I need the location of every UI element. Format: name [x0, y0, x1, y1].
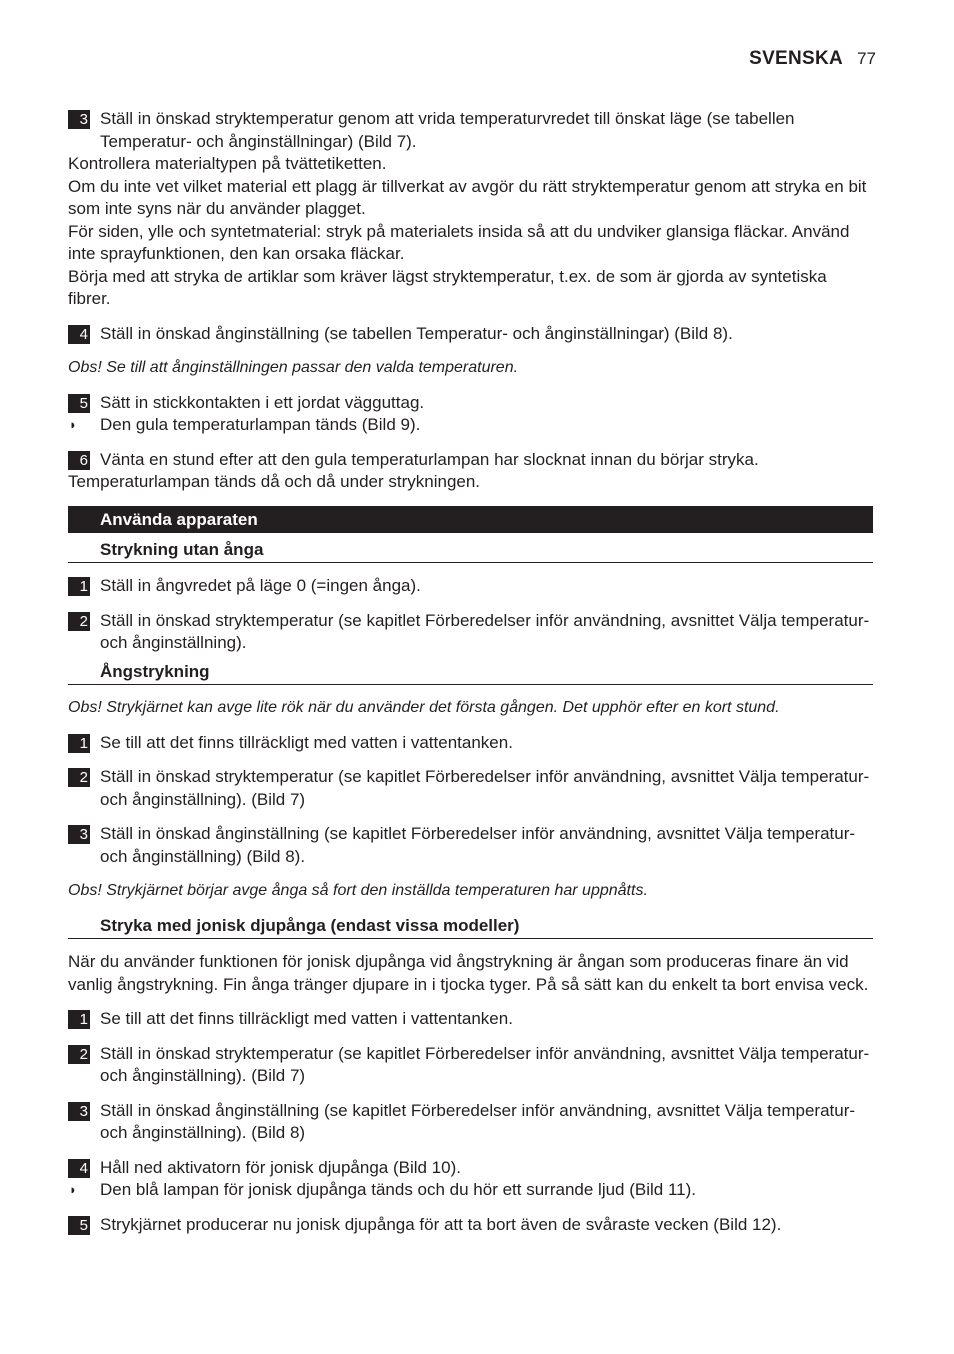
step-text: Se till att det finns tillräckligt med vatten i vattentanken. [100, 732, 513, 752]
note: Obs! Se till att ånginställningen passar den valda temperaturen. [68, 359, 519, 376]
step-number: 4 [68, 325, 90, 344]
result-bullet [68, 1179, 873, 1202]
step-number: 5 [68, 1216, 90, 1235]
step-item [68, 1214, 873, 1237]
bullet-icon: ◗ [69, 417, 77, 432]
step-text: Ställ in önskad stryktemperatur (se kapitlet Förberedelser inför användning, avsnittet Välja temperatur- och ånginställning). (Bild 7) [100, 767, 870, 809]
step-item [68, 1043, 873, 1088]
step-text: Ställ in önskad stryktemperatur (se kapitlet Förberedelser inför användning, avsnittet Välja temperatur- och ånginställning). (Bild 7) [100, 1043, 870, 1085]
step-item [68, 823, 873, 868]
step-item [68, 1157, 873, 1180]
paragraph: Börja med att stryka de artiklar som kräver lägst stryktemperatur, t.ex. de som är gjorda av syntetiska fibrer. [68, 266, 827, 308]
step-text: Se till att det finns tillräckligt med vatten i vattentanken. [100, 1009, 513, 1028]
step-item [68, 1008, 873, 1031]
step-text: Vänta en stund efter att den gula temperaturlampan har slocknat innan du börjar stryka. [100, 449, 759, 469]
step-number: 2 [68, 1045, 90, 1064]
step-number: 4 [68, 1159, 90, 1178]
page-content [68, 108, 873, 1236]
step-item [68, 610, 873, 655]
section-heading: Använda apparaten [68, 506, 873, 533]
bullet-icon: ◗ [69, 1182, 77, 1197]
step-number: 3 [68, 1102, 90, 1121]
step-number: 6 [68, 451, 90, 470]
step-text: Ställ in önskad ånginställning (se kapitlet Förberedelser inför användning, avsnittet Välja temperatur- och ånginställning) (Bild 8). [100, 824, 856, 866]
page-header [749, 48, 876, 71]
note: Obs! Strykjärnet kan avge lite rök när du använder det första gången. Det upphör efter en kort stund. [68, 699, 780, 716]
step-item [68, 392, 873, 415]
step-number: 2 [68, 612, 90, 631]
step-item [68, 1100, 873, 1145]
paragraph: Om du inte vet vilket material ett plagg är tillverkat av avgör du rätt stryktemperatur genom att stryka en bit som inte syns när du använder plagget. [68, 176, 867, 218]
step-number: 1 [68, 1010, 90, 1029]
step-item [68, 449, 873, 472]
result-bullet [68, 414, 873, 437]
paragraph: När du använder funktionen för jonisk djupånga vid ångstrykning är ångan som produceras finare än vid vanlig ångstrykning. Fin ånga tränger djupare in i tjocka tyger. På så sätt kan du enkelt ta bort envisa veck. [68, 952, 869, 994]
subsection-heading: Strykning utan ånga [68, 539, 873, 564]
step-item [68, 732, 873, 755]
step-number: 1 [68, 577, 90, 596]
step-text: Ställ in ångvredet på läge 0 (=ingen ånga). [100, 576, 421, 595]
subsection-heading: Ångstrykning [68, 661, 873, 686]
step-item [68, 323, 873, 346]
step-item [68, 108, 873, 153]
step-text: Ställ in önskad stryktemperatur genom att vrida temperaturvredet till önskat läge (se tabellen Temperatur- och ånginställningar) (Bild 7). [100, 109, 795, 151]
step-number: 5 [68, 394, 90, 413]
bullet-text: Den gula temperaturlampan tänds (Bild 9). [100, 415, 421, 434]
bullet-text: Den blå lampan för jonisk djupånga tänds och du hör ett surrande ljud (Bild 11). [100, 1180, 696, 1199]
paragraph: Temperaturlampan tänds då och då under strykningen. [68, 472, 481, 491]
step-number: 2 [68, 768, 90, 787]
step-number: 3 [68, 110, 90, 129]
step-text: Ställ in önskad ånginställning (se tabellen Temperatur- och ånginställningar) (Bild 8). [100, 323, 733, 343]
step-text: Strykjärnet producerar nu jonisk djupånga för att ta bort även de svåraste vecken (Bild 12). [100, 1214, 782, 1234]
step-number: 1 [68, 734, 90, 753]
step-text: Ställ in önskad ånginställning (se kapitlet Förberedelser inför användning, avsnittet Välja temperatur- och ånginställning). (Bild 8) [100, 1100, 856, 1142]
language-label: SVENSKA [749, 48, 844, 69]
subsection-heading: Stryka med jonisk djupånga (endast vissa modeller) [68, 915, 873, 940]
page-number: 77 [857, 49, 876, 68]
step-text: Sätt in stickkontakten i ett jordat vägguttag. [100, 392, 425, 412]
step-text: Ställ in önskad stryktemperatur (se kapitlet Förberedelser inför användning, avsnittet Välja temperatur- och ånginställning). [100, 610, 870, 652]
paragraph: Kontrollera materialtypen på tvättetiketten. [68, 154, 387, 173]
step-item [68, 575, 873, 598]
step-number: 3 [68, 825, 90, 844]
paragraph: För siden, ylle och syntetmaterial: stryk på materialets insida så att du undviker glansiga fläckar. Använd inte sprayfunktionen, den kan orsaka fläckar. [68, 221, 850, 263]
note: Obs! Strykjärnet börjar avge ånga så fort den inställda temperaturen har uppnåtts. [68, 882, 648, 899]
step-item [68, 766, 873, 811]
step-text: Håll ned aktivatorn för jonisk djupånga (Bild 10). [100, 1157, 461, 1177]
